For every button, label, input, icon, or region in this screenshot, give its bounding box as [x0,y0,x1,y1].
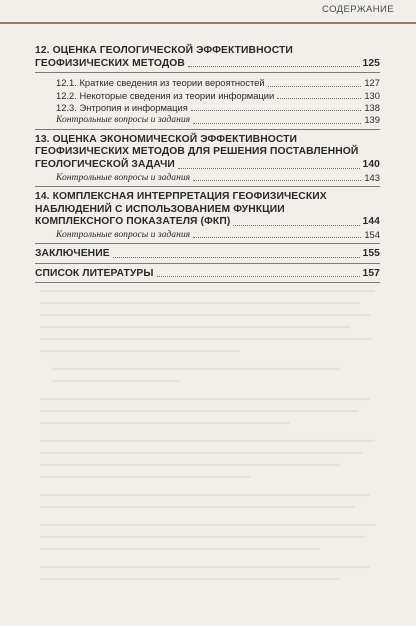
toc-separator [35,263,380,264]
toc-chapter-13-title-line-2: ГЕОФИЗИЧЕСКИХ МЕТОДОВ ДЛЯ РЕШЕНИЯ ПОСТАВЛЕННОЙ [35,146,359,158]
toc-section-page: 127 [364,77,380,89]
toc-chapter-14-page: 144 [362,216,380,228]
toc-chapter-14-title-line-1: 14. КОМПЛЕКСНАЯ ИНТЕРПРЕТАЦИЯ ГЕОФИЗИЧЕСКИХ [35,191,327,202]
toc-separator [35,72,380,73]
toc-chapter-12-title-row [35,58,380,71]
toc-conclusion-page: 155 [362,248,380,260]
dot-leader [178,168,360,169]
toc-chapter-12-title-line-2: ГЕОФИЗИЧЕСКИХ МЕТОДОВ [35,57,185,69]
toc-references [35,268,380,281]
dot-leader [157,276,360,277]
toc-section-12-3 [35,102,380,114]
dot-leader [193,123,361,124]
toc-section-title: 12.3. Энтропия и информация [56,102,188,113]
toc-section-title: 12.2. Некоторые сведения из теории информации [56,89,275,101]
toc-conclusion [35,248,380,261]
toc-chapter-13-title-line-3: ГЕОЛОГИЧЕСКОЙ ЗАДАЧИ [35,159,175,170]
toc-quiz-title: Контрольные вопросы и задания [56,114,191,126]
toc-separator [35,186,380,187]
show-through-texture [40,285,378,609]
toc-section-title: 12.1. Краткие сведения из теории вероятностей [56,77,265,89]
toc-chapter-12 [35,45,380,70]
dot-leader [113,257,360,258]
toc-separator [35,129,380,130]
dot-leader [188,66,360,67]
toc-chapter-13-title-line-1: 13. ОЦЕНКА ЭКОНОМИЧЕСКОЙ ЭФФЕКТИВНОСТИ [35,133,298,145]
toc-separator [35,282,380,283]
running-head: СОДЕРЖАНИЕ [322,4,394,15]
dot-leader [191,110,362,111]
table-of-contents [35,45,380,287]
dot-leader [193,180,361,181]
toc-quiz-title: Контрольные вопросы и задания [56,228,191,240]
toc-chapter-14-title-row [35,216,380,229]
toc-quiz-title: Контрольные вопросы и задания [56,171,191,183]
toc-references-title: СПИСОК ЛИТЕРАТУРЫ [35,267,154,279]
toc-quiz-12 [35,114,380,126]
toc-chapter-12-title-line-1: 12. ОЦЕНКА ГЕОЛОГИЧЕСКОЙ ЭФФЕКТИВНОСТИ [35,45,293,56]
toc-section-page: 138 [364,102,380,113]
toc-quiz-page: 154 [364,228,380,240]
dot-leader [277,98,361,99]
toc-chapter-13-page: 140 [362,159,380,170]
toc-quiz-13 [35,172,380,184]
toc-chapter-14-title-line-3: КОМПЛЕКСНОГО ПОКАЗАТЕЛЯ (ФКП) [35,216,231,228]
toc-section-12-2 [35,90,380,102]
dot-leader [233,225,359,226]
toc-separator [35,243,380,244]
toc-quiz-page: 143 [364,171,380,183]
toc-chapter-13-title-row [35,159,380,172]
toc-references-page: 157 [362,267,380,279]
toc-section-12-1 [35,77,380,89]
toc-conclusion-title: ЗАКЛЮЧЕНИЕ [35,248,110,260]
dot-leader [193,237,361,238]
header-rule [0,22,416,24]
toc-chapter-12-page: 125 [362,57,380,69]
dot-leader [268,86,362,87]
toc-quiz-page: 139 [364,114,380,126]
toc-section-page: 130 [364,89,380,101]
toc-chapter-14-title-line-2: НАБЛЮДЕНИЙ С ИСПОЛЬЗОВАНИЕМ ФУНКЦИИ [35,203,285,215]
show-through-lines [40,285,378,605]
toc-quiz-14 [35,229,380,241]
toc-chapter-13 [35,134,380,172]
toc-chapter-14 [35,191,380,229]
